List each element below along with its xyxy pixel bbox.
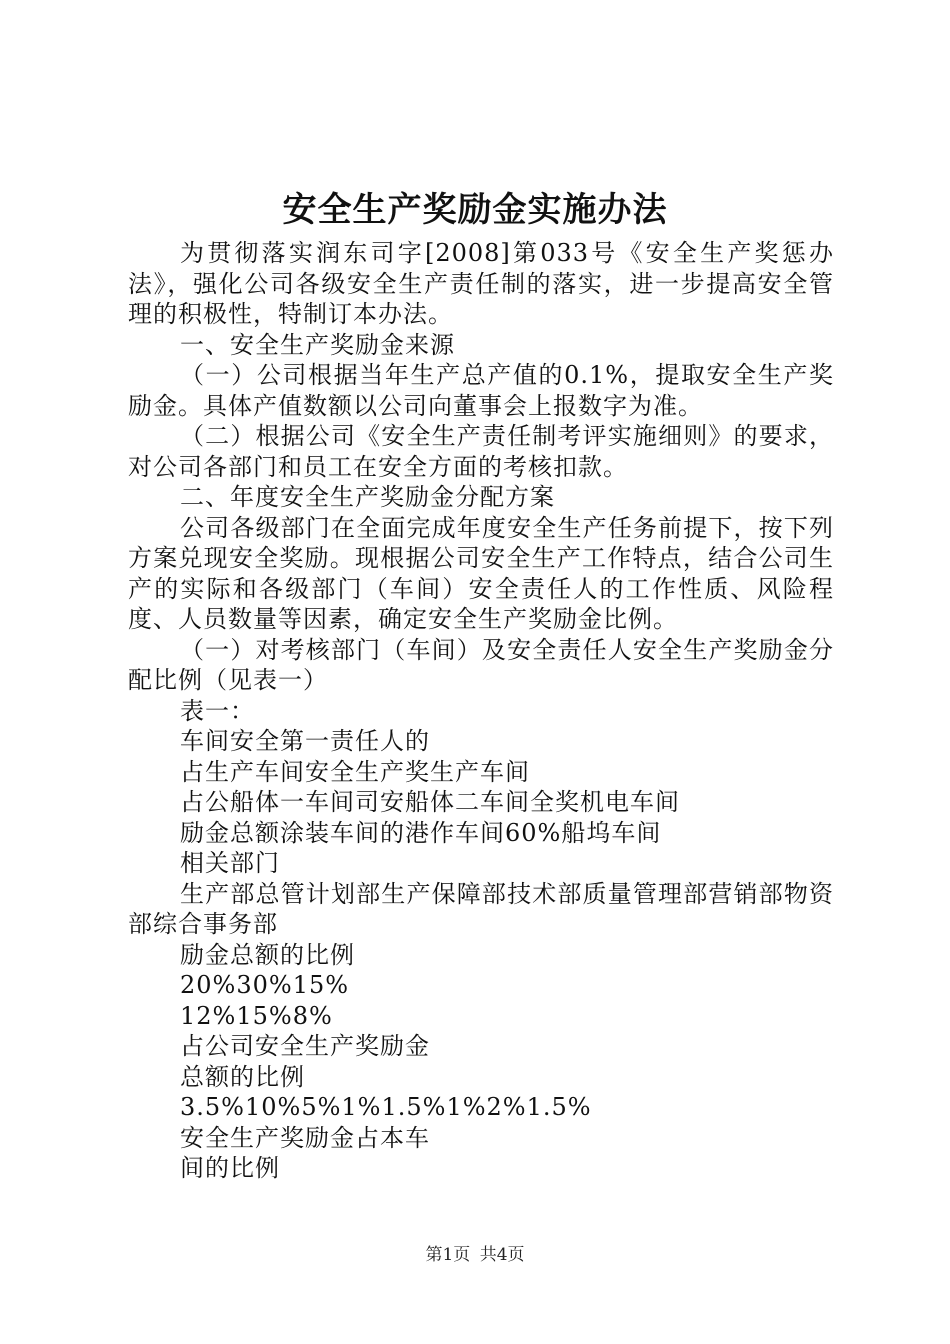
table-text-line: 占公司安全生产奖励金 [180,1032,430,1060]
section-heading-2: 二、年度安全生产奖励金分配方案 [180,483,555,511]
paragraph: （一）对考核部门（车间）及安全责任人安全生产奖励金分配比例（见表一） [128,635,834,694]
table-text-line: 间的比例 [180,1154,280,1182]
section-heading-1: 一、安全生产奖励金来源 [180,330,455,359]
document-title: 安全生产奖励金实施办法 [282,190,668,230]
page-footer [0,1243,950,1267]
table-text-line: 励金总额涂装车间的港作车间60%船坞车间 [180,818,662,847]
table-text-line: 12%15%8% [180,1001,333,1030]
paragraph: 公司各级部门在全面完成年度安全生产任务前提下，按下列方案兑现安全奖励。现根据公司安全生产工作特点，结合公司生产的实际和各级部门（车间）安全责任人的工作性质、风险程度、人员数量等因素，确定安全生产奖励金比例。 [128,513,834,633]
table-text-line: 生产部总管计划部生产保障部技术部质量管理部营销部物资部综合事务部 [128,879,834,938]
table-text-line: 占生产车间安全生产奖生产车间 [180,757,530,786]
table-text-line: 总额的比例 [180,1062,305,1091]
table-text-line: 车间安全第一责任人的 [180,727,430,755]
table-label: 表一： [180,696,255,725]
paragraph-intro: 为贯彻落实润东司字[2008]第033号《安全生产奖惩办法》，强化公司各级安全生产责任制的落实，进一步提高安全管理的积极性，特制订本办法。 [128,239,834,328]
table-text-line: 安全生产奖励金占本车 [180,1123,430,1152]
page-number: 第1页 [425,1245,471,1265]
document-body [128,238,834,1184]
table-text-line: 相关部门 [180,849,280,877]
paragraph: （二）根据公司《安全生产责任制考评实施细则》的要求，对公司各部门和员工在安全方面的考核扣款。 [128,422,834,481]
table-text-line: 3.5%10%5%1%1.5%1%2%1.5% [180,1093,592,1121]
table-text-line: 占公船体一车间司安船体二车间全奖机电车间 [180,788,680,816]
page-total: 共4页 [479,1245,525,1265]
table-text-line: 20%30%15% [180,971,350,999]
paragraph: （一）公司根据当年生产总产值的0.1%，提取安全生产奖励金。具体产值数额以公司向董事会上报数字为准。 [128,361,834,420]
table-text-line: 励金总额的比例 [180,940,355,969]
